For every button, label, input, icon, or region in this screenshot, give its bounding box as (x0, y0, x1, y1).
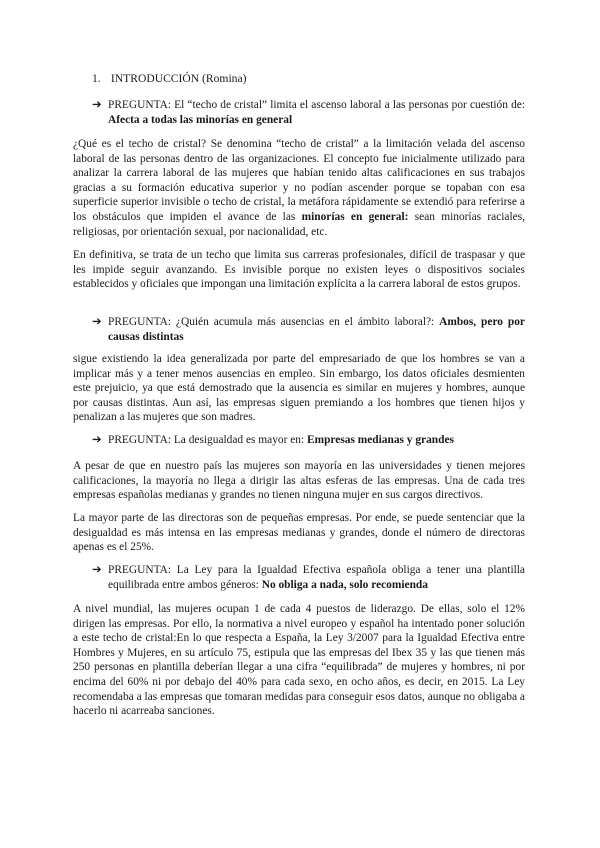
question-1-text: PREGUNTA: El “techo de cristal” limita el ascenso laboral a las personas por cuestión de: (108, 99, 525, 111)
question-1 (92, 98, 525, 127)
paragraph-3 (73, 352, 525, 425)
paragraph-5-text: La mayor parte de las directoras son de pequeñas empresas. Por ende, se puede sentenciar que la desigualdad es más intensa en las empresas medianas y grandes, donde el número de directoras apenas es el 25%. (73, 512, 525, 554)
question-3-text: PREGUNTA: La desigualdad es mayor en: (108, 434, 308, 446)
paragraph-1-tail: sean minorías raciales, religiosas, por orientación sexual, por nacionalidad, etc. (73, 210, 525, 238)
paragraph-1-bold: minorías en general: (301, 210, 409, 223)
paragraph-1 (73, 137, 525, 239)
question-2-text: PREGUNTA: ¿Quién acumula más ausencias en el ámbito laboral?: (108, 316, 440, 328)
paragraph-2-text: En definitiva, se trata de un techo que limita sus carreras profesionales, difícil de traspasar y que les impide seguir avanzando. Es invisible porque no existen leyes o dispositivos sociales establecidos y oficiales que impongan una limitación explícita a la carrera laboral de estos grupos. (73, 249, 525, 291)
question-3 (92, 433, 525, 448)
section-heading (92, 72, 512, 87)
section-title: INTRODUCCIÓN (Romina) (110, 72, 247, 85)
question-2 (92, 315, 525, 344)
question-4-text: PREGUNTA: La Ley para la Igualdad Efectiva española obliga a tener una plantilla equilibrada entre ambos géneros: (108, 564, 525, 591)
section-number: 1. (92, 72, 101, 85)
arrow-icon: ➔ (92, 434, 102, 446)
paragraph-2 (73, 248, 525, 292)
paragraph-6-text: A nivel mundial, las mujeres ocupan 1 de cada 4 puestos de liderazgo. De ellas, solo el 12% dirigen las empresas. Por ello, la normativa a nivel europeo y español ha intentado poner solución a este techo de cristal:En lo que respecta a España, la Ley 3/2007 para la Igualdad Efectiva entre Hombres y Mujeres, en su artículo 75, estipula que las empresas del Ibex 35 y las que tienen más 250 personas en plantilla deberían llegar a una cifra “equilibrada” de mujeres y hombres, ni por encima del 60% ni por debajo del 40% para cada sexo, en ocho años, es decir, en 2015. La Ley recomendaba a las empresas que tomaran medidas para conseguir esos datos, aunque no obligaba a hacerlo ni acarreaba sanciones. (73, 603, 525, 718)
question-4 (92, 563, 525, 592)
paragraph-5 (73, 511, 525, 555)
question-1-answer: Afecta a todas las minorías en general (108, 113, 293, 126)
arrow-icon: ➔ (92, 316, 102, 328)
question-3-answer: Empresas medianas y grandes (307, 434, 454, 446)
paragraph-6 (73, 602, 525, 719)
paragraph-4-text: A pesar de que en nuestro país las mujeres son mayoría en las universidades y tienen mejores calificaciones, la mayoría no llega a dirigir las altas esferas de las empresas. Una de cada tres empresas españolas medianas y grandes no tienen ninguna mujer en sus cargos directivos. (73, 460, 525, 502)
question-4-answer: No obliga a nada, solo recomienda (261, 578, 428, 591)
arrow-icon: ➔ (92, 564, 102, 576)
arrow-icon: ➔ (92, 99, 102, 111)
question-2-answer: Ambos, pero por causas distintas (108, 316, 525, 343)
paragraph-4 (73, 459, 525, 503)
paragraph-1-text: ¿Qué es el techo de cristal? Se denomina “techo de cristal” a la limitación velada del ascenso laboral de las personas dentro de las organizaciones. El concepto fue inicialmente utilizado para analizar la carrera laboral de las mujeres que habían tenido altas calificaciones en sus trabajos gracias a su formación educativa superior y no podían ascender porque se topaban con esa superficie superior invisible o techo de cristal, la metáfora rápidamente se extendió para referirse a los obstáculos que impiden el avance de las (73, 138, 525, 223)
paragraph-3-text: sigue existiendo la idea generalizada por parte del empresariado de que los hombres se van a implicar más y a tener menos ausencias en empleo. Sin embargo, los datos oficiales desmienten este prejuicio, ya que está demostrado que la ausencia es similar en mujeres y hombres, aunque por causas distintas. Aun así, las empresas siguen premiando a los hombres que tienen hijos y penalizan a las mujeres que son madres. (73, 353, 525, 424)
